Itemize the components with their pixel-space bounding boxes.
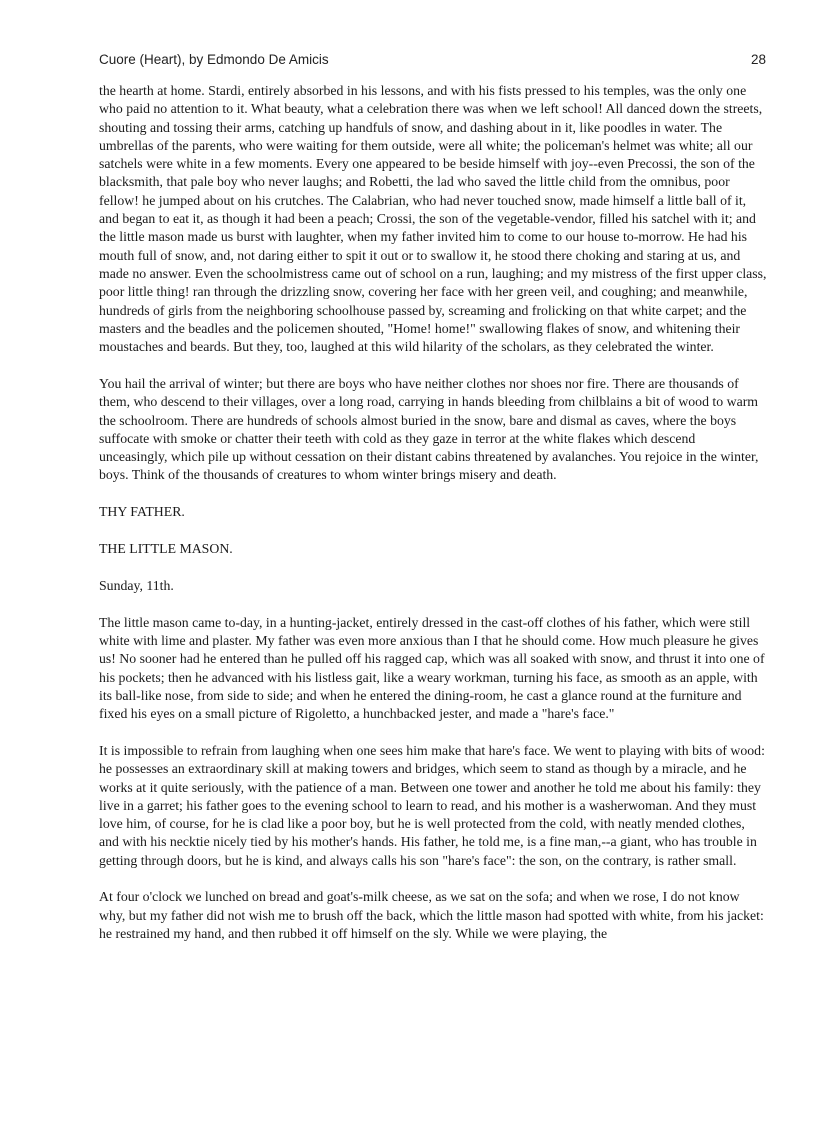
paragraph: It is impossible to refrain from laughing when one sees him make that hare's face. We went to playing with bits of wood: he possesses an extraordinary skill at making towers and bridges, which seem to stand as though by a miracle, and he works at it quite seriously, with the patience of a man. Between one tower and another he told me about his family: they live in a garret; his father goes to the evening school to learn to read, and his mother is a washerwoman. And they must love him, of course, for he is clad like a poor boy, but he is well protected from the cold, with neatly mended clothes, and with his necktie nicely tied by his mother's hands. His father, he told me, is a fine man,--a giant, who has trouble in getting through doors, but he is kind, and always calls his son "hare's face": the son, on the contrary, is rather small. xyxy=(99,742,765,868)
document-body xyxy=(99,82,767,962)
paragraph: At four o'clock we lunched on bread and goat's-milk cheese, as we sat on the sofa; and when we rose, I do not know why, but my father did not wish me to brush off the back, which the little mason had spotted with white, from his jacket: he restrained my hand, and then rubbed it off himself on the sly. While we were playing, the xyxy=(99,889,764,942)
book-title: Cuore (Heart), by Edmondo De Amicis xyxy=(99,52,329,67)
date-line: Sunday, 11th. xyxy=(99,577,174,593)
paragraph: the hearth at home. Stardi, entirely absorbed in his lessons, and with his fists pressed to his temples, was the only one who paid no attention to it. What beauty, what a celebration there was when we left school! All danced down the streets, shouting and tossing their arms, catching up handfuls of snow, and dashing about in it, like poodles in water. The umbrellas of the parents, who were waiting for them outside, were all white; the policeman's helmet was white; all our satchels were white in a few moments. Every one appeared to be beside himself with joy--even Precossi, the son of the blacksmith, that pale boy who never laughs; and Robetti, the lad who saved the little child from the omnibus, poor fellow! he jumped about on his crutches. The Calabrian, who had never touched snow, made himself a little ball of it, and began to eat it, as though it had been a peach; Crossi, the son of the vegetable-vendor, filled his satchel with it; and the little mason made us burst with laughter, when my father invited him to come to our house to-morrow. He had his mouth full of snow, and, not daring either to spit it out or to swallow it, he stood there choking and staring at us, and made no answer. Even the schoolmistress came out of school on a run, laughing; and my mistress of the first upper class, poor little thing! ran through the drizzling snow, covering her face with her green veil, and coughing; and meanwhile, hundreds of girls from the neighboring schoolhouse passed by, screaming and frolicking on that white carpet; and the masters and the beadles and the policemen shouted, "Home! home!" swallowing flakes of snow, and whitening their moustaches and beards. But they, too, laughed at this wild hilarity of the scholars, as they celebrated the winter. xyxy=(99,83,767,355)
page-number: 28 xyxy=(750,52,766,67)
chapter-heading: THE LITTLE MASON. xyxy=(99,541,233,557)
page-header xyxy=(99,52,766,72)
paragraph: You hail the arrival of winter; but there are boys who have neither clothes nor shoes nor fire. There are thousands of them, who descend to their villages, over a long road, carrying in hands bleeding from chilblains a bit of wood to warm the schoolroom. There are hundreds of schools almost buried in the snow, bare and dismal as caves, where the boys suffocate with smoke or chatter their teeth with cold as they gaze in terror at the white flakes which descend unceasingly, which pile up without cessation on their distant cabins threatened by avalanches. You rejoice in the winter, boys. Think of the thousands of creatures to whom winter brings misery and death. xyxy=(99,375,759,483)
signature-line: THY FATHER. xyxy=(99,504,185,520)
paragraph: The little mason came to-day, in a hunting-jacket, entirely dressed in the cast-off clothes of his father, which were still white with lime and plaster. My father was even more anxious than I that he should come. How much pleasure he gives us! No sooner had he entered than he pulled off his ragged cap, which was all soaked with snow, and thrust it into one of his pockets; then he advanced with his listless gait, like a weary workman, turning his face, as smooth as an apple, with its ball-like nose, from side to side; and when he entered the dining-room, he cast a glance round at the furniture and fixed his eyes on a small picture of Rigoletto, a hunchbacked jester, and made a "hare's face." xyxy=(99,614,765,722)
